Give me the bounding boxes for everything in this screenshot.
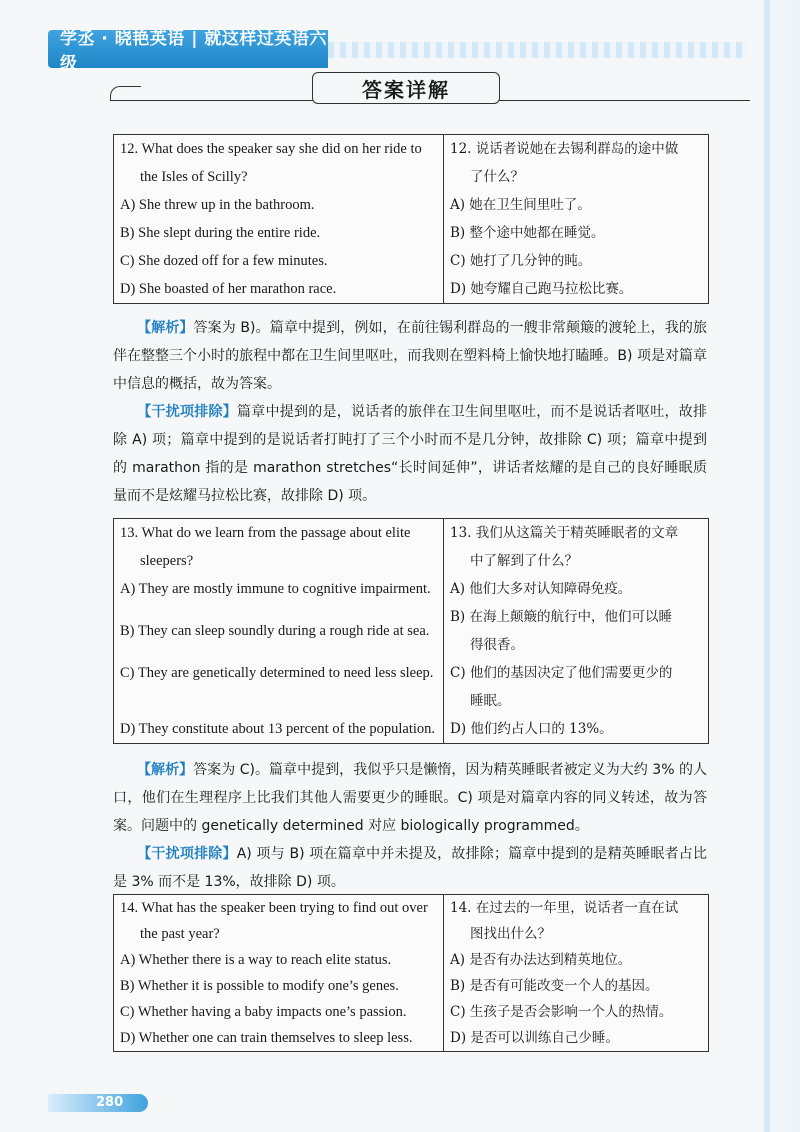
- q13-option-a: A) They are mostly immune to cognitive impairment.: [120, 581, 431, 597]
- q13-zh-cell: [444, 519, 708, 575]
- q14-option-c: C) Whether having a baby impacts one’s passion.: [120, 1004, 407, 1020]
- q13-en-cell: [114, 575, 444, 603]
- section-title: 答案详解: [362, 77, 450, 102]
- q13-row: [114, 519, 708, 575]
- question-14-row: [114, 895, 708, 1051]
- q13-zh-cell: [444, 575, 708, 603]
- q12-option-d: D) She boasted of her marathon race.: [120, 281, 337, 297]
- q14-en-line: 14. What has the speaker been trying to find out over: [120, 900, 428, 916]
- q14-option-d: D) Whether one can train themselves to sleep less.: [120, 1030, 413, 1046]
- q13-row: [114, 603, 708, 659]
- q12-option-b: B) She slept during the entire ride.: [120, 225, 321, 241]
- q12-zh-option-c: C) 她打了几分钟的盹。: [450, 253, 592, 269]
- q13-zh-option-c: C) 他们的基因决定了他们需要更少的: [450, 665, 673, 681]
- q12-zh-option-d: D) 她夸耀自己跑马拉松比赛。: [450, 281, 633, 297]
- q13-zh-cell: [444, 715, 708, 743]
- q13-zh-option-a: A) 他们大多对认知障碍免疫。: [450, 581, 632, 597]
- q12-option-a: A) She threw up in the bathroom.: [120, 197, 315, 213]
- q12-option-c: C) She dozed off for a few minutes.: [120, 253, 328, 269]
- question-12-row: [114, 135, 708, 303]
- q14-zh-option-c: C) 生孩子是否会影响一个人的热情。: [450, 1004, 673, 1020]
- q13-row: [114, 715, 708, 743]
- q13-zh-option-b-cont: 得很香。: [470, 637, 524, 653]
- distractor-text: 篇章中提到的是，说话者的旅伴在卫生间里呕吐，而不是说话者呕吐，故排除 A) 项；篇章中提到的是说话者打盹打了三个小时而不是几分钟，故排除 C) 项；篇章中提到的 marathon 指的是 marathon stretches“长时间延伸”，讲话者炫耀的是自己的良好睡眠质量而不是炫耀马拉松比赛，故排除 D) 项。: [113, 404, 707, 504]
- q13-zh-option-c-cont: 睡眠。: [470, 693, 511, 709]
- page-edge-decoration: [750, 0, 800, 1132]
- q14-option-b: B) Whether it is possible to modify one’s genes.: [120, 978, 399, 994]
- q13-en-cell: [114, 659, 444, 715]
- q13-en-line: 13. What do we learn from the passage about elite: [120, 525, 411, 541]
- q12-zh-line: 12. 说话者说她在去锡利群岛的途中做: [450, 141, 679, 157]
- q13-zh-line: 13. 我们从这篇关于精英睡眠者的文章: [450, 525, 679, 541]
- q14-en-line: the past year?: [140, 926, 220, 942]
- title-line-curve: [110, 86, 141, 101]
- q14-zh-line: 14. 在过去的一年里，说话者一直在试: [450, 900, 679, 916]
- section-title-box: [312, 72, 500, 104]
- q13-en-cell: [114, 715, 444, 743]
- question-12-chinese: [444, 135, 708, 303]
- header-stripe: [328, 42, 748, 58]
- q13-distractor-analysis: [113, 840, 707, 896]
- q12-zh-option-b: B) 整个途中她都在睡觉。: [450, 225, 605, 241]
- q13-analysis: [113, 756, 707, 840]
- q13-zh-option-b: B) 在海上颠簸的航行中，他们可以睡: [450, 609, 672, 625]
- q14-option-a: A) Whether there is a way to reach elite status.: [120, 952, 392, 968]
- header-bar: [48, 29, 328, 74]
- q12-en-line: the Isles of Scilly?: [140, 169, 248, 185]
- q13-row: [114, 659, 708, 715]
- question-12-table: [113, 134, 709, 304]
- question-14-english: [114, 895, 444, 1051]
- q12-distractor-analysis: [113, 398, 707, 510]
- question-13-table: [113, 518, 709, 744]
- q13-en-cell: [114, 603, 444, 659]
- q13-option-c: C) They are genetically determined to need less sleep.: [120, 665, 434, 681]
- distractor-text: A) 项与 B) 项在篇章中并未提及，故排除；篇章中提到的是精英睡眠者占比是 3% 而不是 13%，故排除 D) 项。: [113, 846, 707, 890]
- distractor-tag: 【干扰项排除】: [137, 846, 237, 862]
- q13-zh-cell: [444, 603, 708, 659]
- q14-zh-option-b: B) 是否有可能改变一个人的基因。: [450, 978, 659, 994]
- page-number: 280: [96, 1095, 124, 1110]
- q12-en-line: 12. What does the speaker say she did on her ride to: [120, 141, 422, 157]
- q13-zh-option-d: D) 他们约占人口的 13%。: [450, 721, 613, 737]
- q12-zh-line: 了什么？: [470, 169, 524, 185]
- q14-zh-option-d: D) 是否可以训练自己少睡。: [450, 1030, 619, 1046]
- question-14-chinese: [444, 895, 708, 1051]
- q12-analysis: [113, 314, 707, 398]
- q13-option-b: B) They can sleep soundly during a rough ride at sea.: [120, 623, 430, 639]
- q13-option-d: D) They constitute about 13 percent of the population.: [120, 721, 436, 737]
- analysis-text: 答案为 B)。篇章中提到，例如，在前往锡利群岛的一艘非常颠簸的渡轮上，我的旅伴在整整三个小时的旅程中都在卫生间里呕吐，而我则在塑料椅上愉快地打瞌睡。B) 项是对篇章中信息的概括，故为答案。: [113, 320, 707, 392]
- analysis-text: 答案为 C)。篇章中提到，我似乎只是懒惰，因为精英睡眠者被定义为大约 3% 的人口，他们在生理程序上比我们其他人需要更少的睡眠。C) 项是对篇章内容的同义转述，故为答案。问题中的 genetically determined 对应 biologically programmed。: [113, 762, 708, 834]
- distractor-tag: 【干扰项排除】: [137, 404, 237, 420]
- q13-en-line: sleepers?: [140, 553, 194, 569]
- q14-zh-line: 图找出什么？: [470, 926, 551, 942]
- q13-zh-line: 中了解到了什么？: [470, 553, 578, 569]
- question-12-english: [114, 135, 444, 303]
- q13-row: [114, 575, 708, 603]
- analysis-tag: 【解析】: [137, 320, 194, 336]
- analysis-tag: 【解析】: [137, 762, 194, 778]
- question-14-table: [113, 894, 709, 1052]
- q13-en-cell: [114, 519, 444, 575]
- q13-zh-cell: [444, 659, 708, 715]
- header-title: 学丞 · 晓艳英语 | 就这样过英语六级: [60, 29, 327, 74]
- q14-zh-option-a: A) 是否有办法达到精英地位。: [450, 952, 632, 968]
- q12-zh-option-a: A) 她在卫生间里吐了。: [450, 197, 591, 213]
